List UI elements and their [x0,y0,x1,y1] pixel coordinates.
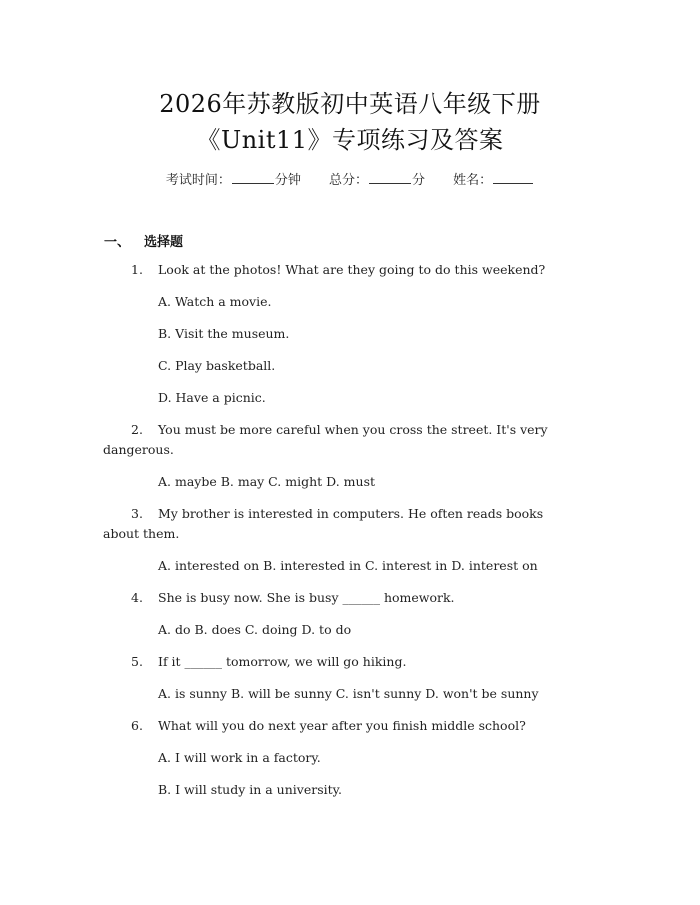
section-number: 一、 [104,235,131,250]
exam-time-blank[interactable] [232,171,274,184]
option-b[interactable]: B. Visit the museum. [158,326,290,341]
option-c[interactable]: C. Play basketball. [158,358,276,373]
question-number: 2. [131,422,143,437]
total-score-blank[interactable] [369,171,411,184]
exam-time-label: 考试时间： [165,173,231,188]
exam-meta-line [0,169,700,188]
option-a[interactable]: A. I will work in a factory. [158,750,321,765]
question-6 [131,716,526,736]
total-score-unit: 分 [412,173,426,188]
section-heading [104,231,183,250]
question-text: She is busy now. She is busy ______ homework. [158,590,455,605]
question-5 [131,652,406,672]
section-title: 选择题 [144,235,184,250]
question-2 [131,420,548,440]
question-number: 4. [131,590,143,605]
exam-time-field [166,173,301,188]
option-b[interactable]: B. I will study in a university. [158,782,343,797]
options-line[interactable]: A. maybe B. may C. might D. must [158,474,376,489]
question-text: Look at the photos! What are they going to do this weekend? [158,262,546,277]
question-number: 3. [131,506,143,521]
options-line[interactable]: A. interested on B. interested in C. interest in D. interest on [158,558,538,573]
total-score-field [329,173,425,188]
student-name-field [453,173,534,188]
student-name-label: 姓名： [453,173,493,188]
total-score-label: 总分： [328,173,368,188]
option-d[interactable]: D. Have a picnic. [158,390,266,405]
options-line[interactable]: A. is sunny B. will be sunny C. isn't sunny D. won't be sunny [158,686,539,701]
doc-title-line2: 《Unit11》专项练习及答案 [196,126,504,154]
option-a[interactable]: A. Watch a movie. [158,294,272,309]
question-number: 1. [131,262,143,277]
question-text-continued: about them. [103,526,180,541]
doc-title-line1: 2026年苏教版初中英语八年级下册 [159,90,541,118]
question-3 [131,504,543,524]
question-text: What will you do next year after you finish middle school? [158,718,526,733]
question-text-continued: dangerous. [103,442,174,457]
options-line[interactable]: A. do B. does C. doing D. to do [158,622,352,637]
student-name-blank[interactable] [493,171,533,184]
question-1 [131,260,545,280]
question-text: If it ______ tomorrow, we will go hiking. [158,654,407,669]
exam-time-unit: 分钟 [274,173,301,188]
question-4 [131,588,455,608]
question-number: 6. [131,718,143,733]
question-text: My brother is interested in computers. He often reads books [158,506,544,521]
question-number: 5. [131,654,143,669]
question-text: You must be more careful when you cross the street. It's very [158,422,548,437]
